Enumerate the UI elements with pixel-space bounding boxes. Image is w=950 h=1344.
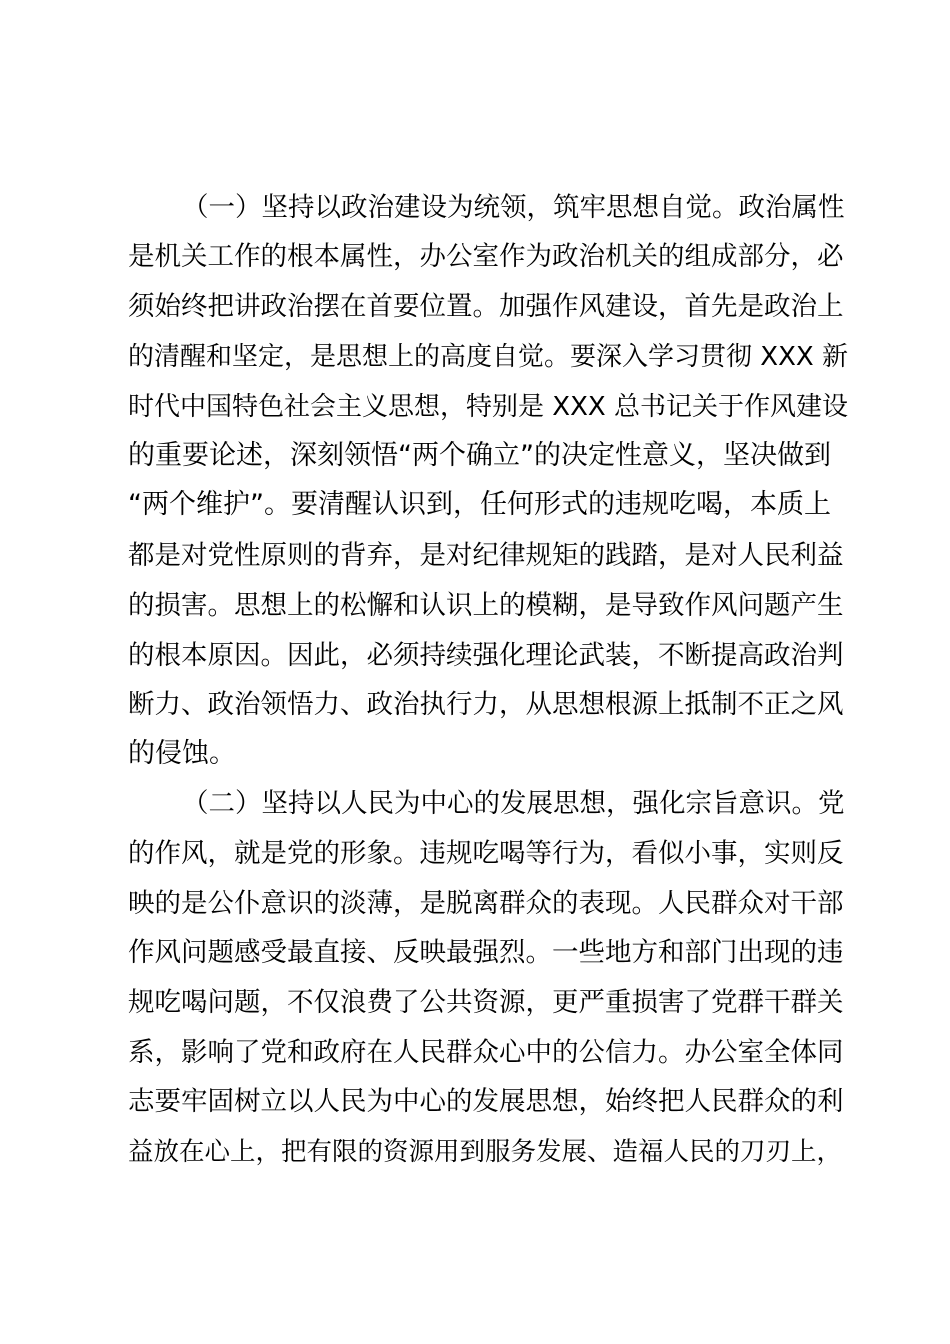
paragraph-2-line-4: 作风问题感受最直接、反映最强烈。一些地方和部门出现的违 bbox=[128, 937, 844, 968]
paragraph-1-line-9: 的损害。思想上的松懈和认识上的模糊，是导致作风问题产生 bbox=[128, 590, 844, 621]
paragraph-1-line-8: 都是对党性原则的背弃，是对纪律规矩的践踏，是对人民利益 bbox=[128, 540, 844, 571]
paragraph-1-line-2: 是机关工作的根本属性，办公室作为政治机关的组成部分，必 bbox=[128, 241, 844, 272]
paragraph-1-line-11: 断力、政治领悟力、政治执行力，从思想根源上抵制不正之风 bbox=[128, 689, 844, 720]
paragraph-2-line-5: 规吃喝问题，不仅浪费了公共资源，更严重损害了党群干群关 bbox=[128, 987, 844, 1018]
paragraph-2-line-6: 系，影响了党和政府在人民群众心中的公信力。办公室全体同 bbox=[128, 1037, 844, 1068]
paragraph-1-line-3: 须始终把讲政治摆在首要位置。加强作风建设，首先是政治上 bbox=[128, 291, 844, 322]
paragraph-2-line-3: 映的是公仆意识的淡薄，是脱离群众的表现。人民群众对干部 bbox=[128, 888, 844, 919]
paragraph-1-line-10: 的根本原因。因此，必须持续强化理论武装，不断提高政治判 bbox=[128, 640, 844, 671]
paragraph-2-line-2: 的作风，就是党的形象。违规吃喝等行为，看似小事，实则反 bbox=[128, 838, 844, 869]
paragraph-1-line-6: 的重要论述，深刻领悟“两个确立”的决定性意义，坚决做到 bbox=[128, 440, 831, 471]
paragraph-2-line-8: 益放在心上，把有限的资源用到服务发展、造福人民的刀刃上， bbox=[128, 1137, 843, 1167]
paragraph-2-line-7: 志要牢固树立以人民为中心的发展思想，始终把人民群众的利 bbox=[128, 1086, 844, 1117]
paragraph-1-line-5: 时代中国特色社会主义思想，特别是 XXX 总书记关于作风建设 bbox=[128, 392, 848, 422]
paragraph-1-line-4: 的清醒和坚定，是思想上的高度自觉。要深入学习贯彻 XXX 新 bbox=[128, 342, 848, 372]
paragraph-2-line-1: （二）坚持以人民为中心的发展思想，强化宗旨意识。党 bbox=[182, 788, 845, 819]
paragraph-1-line-1: （一）坚持以政治建设为统领，筑牢思想自觉。政治属性 bbox=[182, 192, 845, 223]
paragraph-1-line-7: “两个维护”。要清醒认识到，任何形式的违规吃喝，本质上 bbox=[128, 489, 831, 520]
paragraph-1-line-12: 的侵蚀。 bbox=[128, 738, 236, 769]
